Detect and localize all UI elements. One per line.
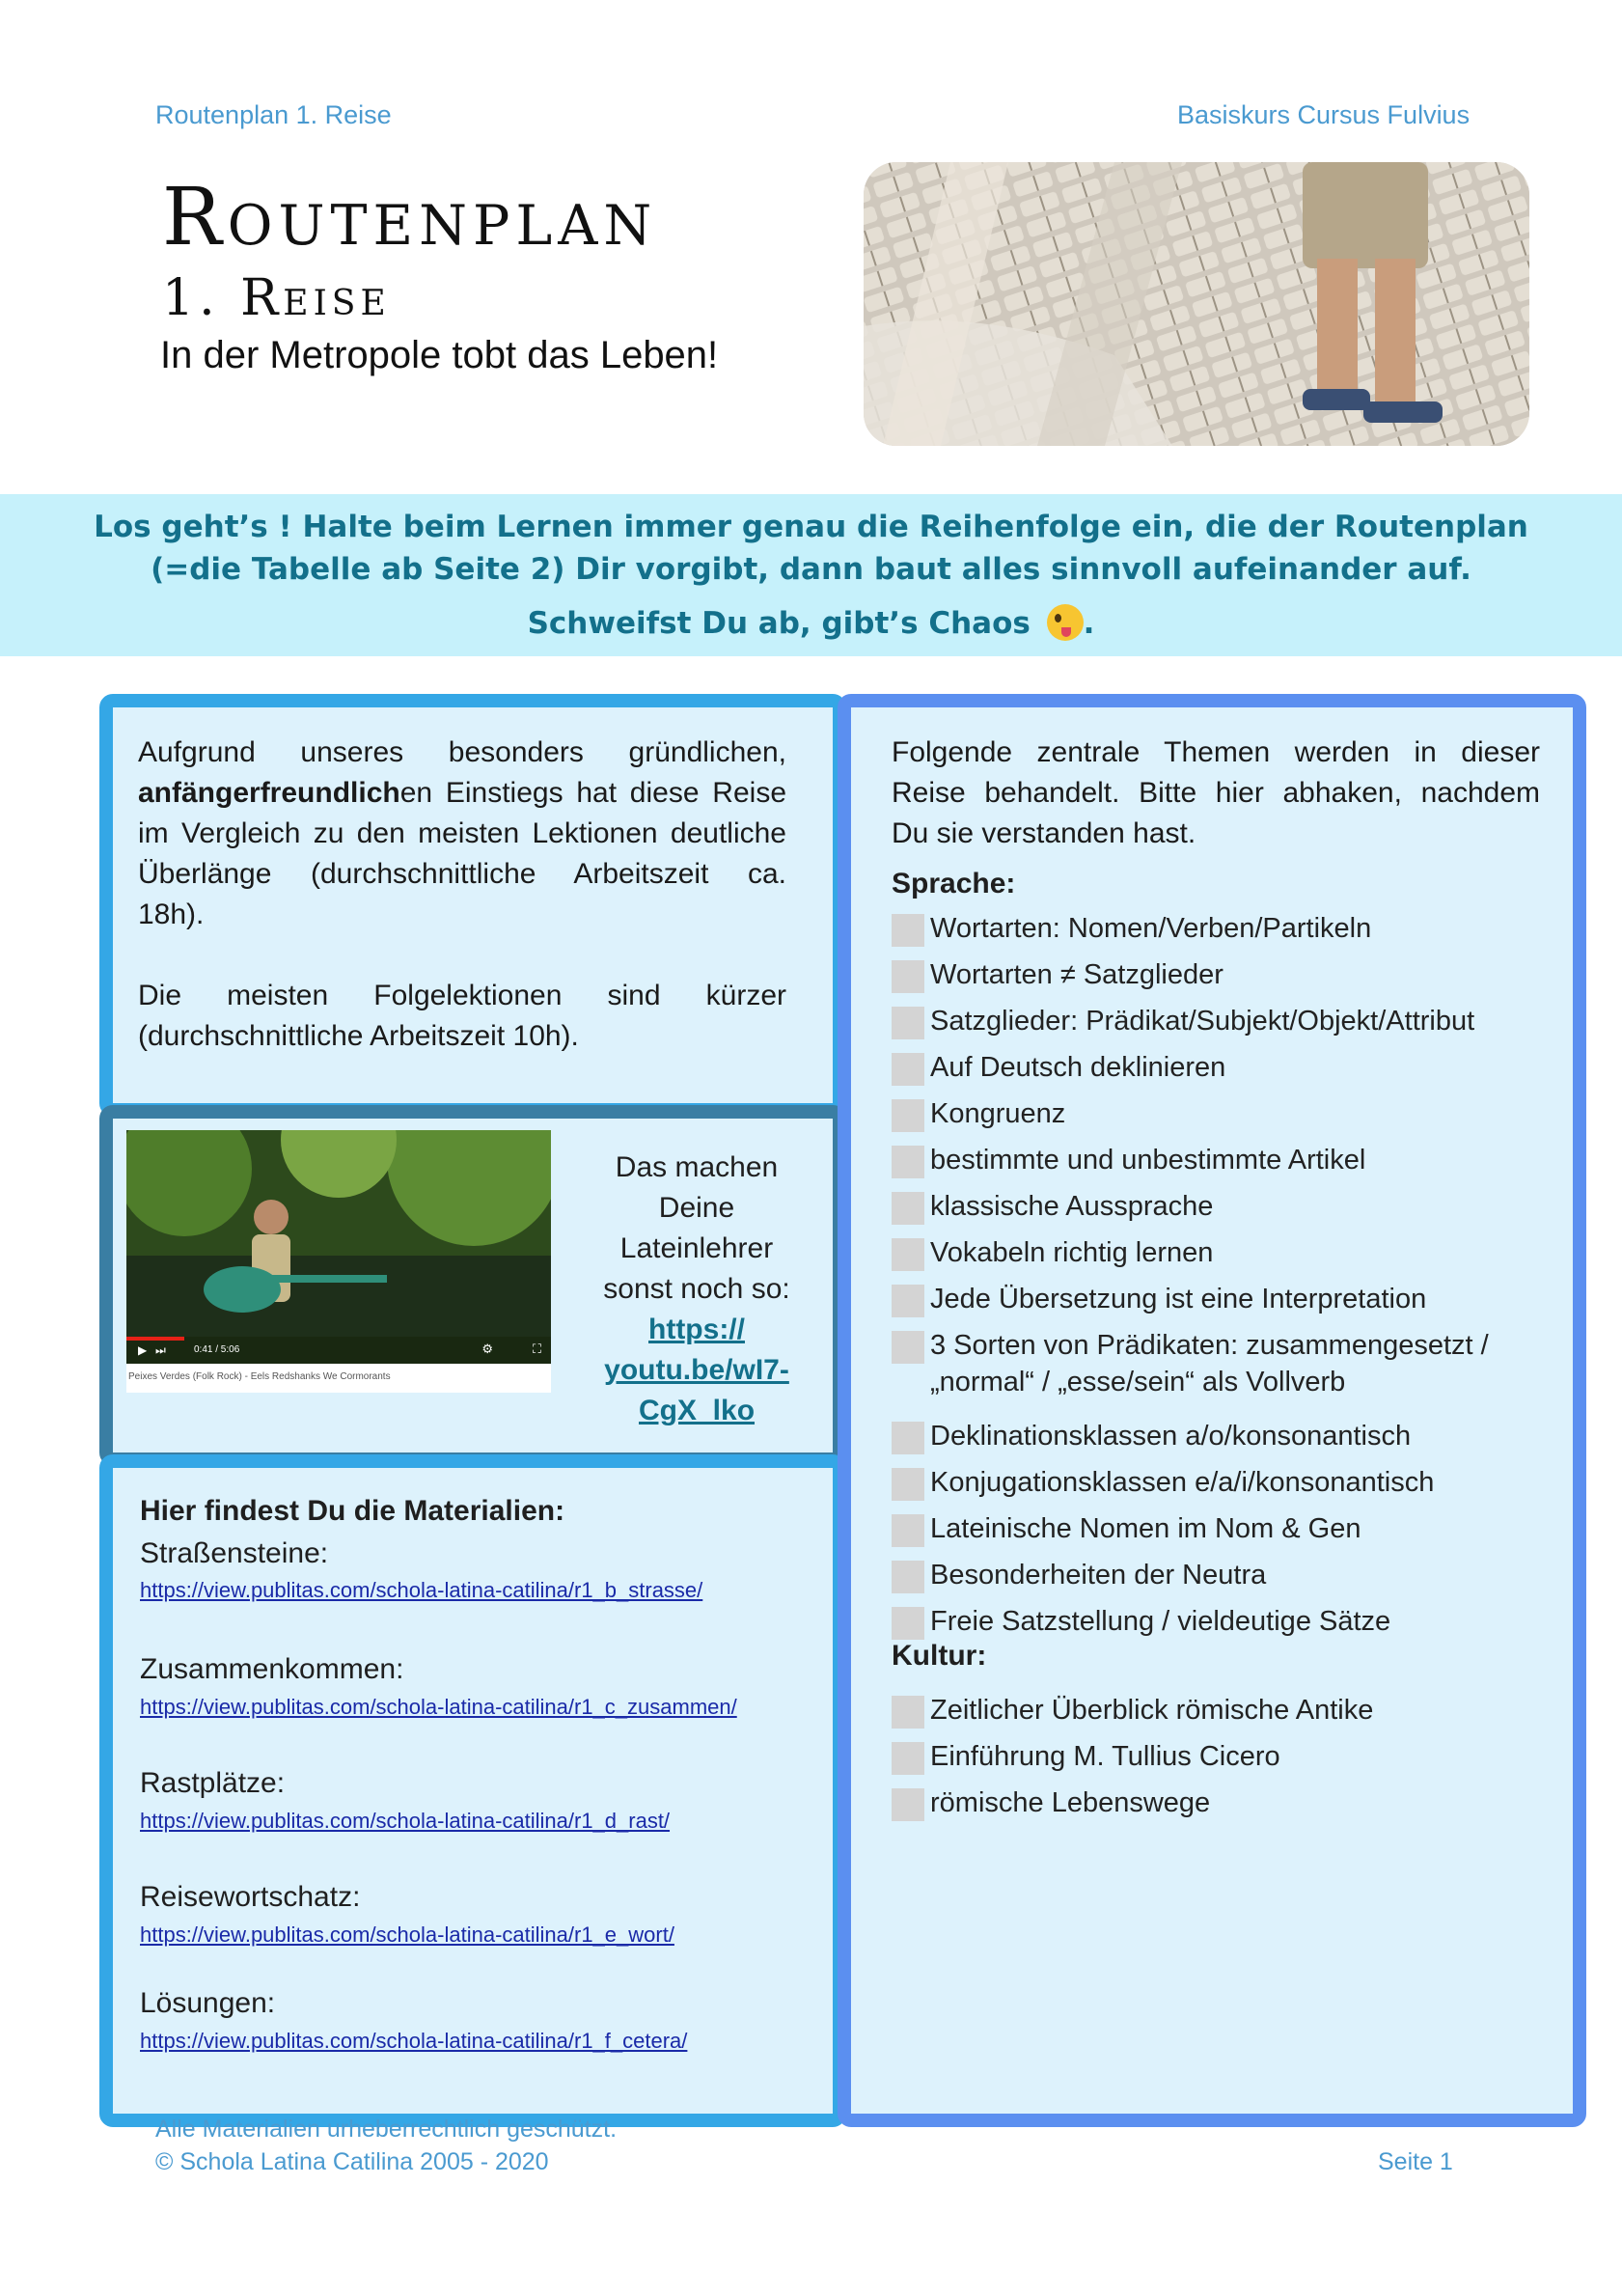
checkbox[interactable] bbox=[892, 1099, 924, 1132]
checkbox[interactable] bbox=[892, 1007, 924, 1039]
checkbox[interactable] bbox=[892, 1742, 924, 1775]
header-right: Basiskurs Cursus Fulvius bbox=[1177, 100, 1471, 129]
intro-line-1: Aufgrund unseres besonders gründlichen, bbox=[138, 736, 786, 768]
footer-copyright-note: Alle Materialien urheberrechtlich geschützt. bbox=[155, 2116, 618, 2143]
banner-line-1: Los geht’s ! Halte beim Lernen immer genau die Reihenfolge ein, die der Routenplan bbox=[94, 510, 1528, 544]
checkbox[interactable] bbox=[892, 1238, 924, 1271]
video-desc-line-3: Lateinlehrer bbox=[619, 1232, 774, 1264]
checkbox[interactable] bbox=[892, 1696, 924, 1729]
video-desc-line-2: Deine bbox=[658, 1192, 735, 1224]
cobblestone-illustration bbox=[864, 162, 1529, 446]
banner-line-3-end: . bbox=[1083, 606, 1095, 641]
video-scene-illustration bbox=[126, 1130, 551, 1337]
video-description bbox=[576, 1148, 817, 1431]
kultur-heading: Kultur: bbox=[892, 1640, 987, 1672]
checkbox[interactable] bbox=[892, 1788, 924, 1821]
material-link-1[interactable]: https://view.publitas.com/schola-latina-catilina/r1_b_strasse/ bbox=[140, 1578, 703, 1602]
checkbox[interactable] bbox=[892, 1331, 924, 1364]
page-tagline: In der Metropole tobt das Leben! bbox=[160, 334, 719, 376]
video-progress[interactable] bbox=[126, 1337, 184, 1341]
material-link-3[interactable]: https://view.publitas.com/schola-latina-catilina/r1_d_rast/ bbox=[140, 1809, 671, 1833]
checkbox[interactable] bbox=[892, 1146, 924, 1178]
material-label-5: Lösungen: bbox=[140, 1987, 276, 2019]
cobblestone-photo bbox=[864, 162, 1529, 446]
video-desc-line-1: Das machen bbox=[615, 1151, 779, 1183]
banner-line-2: (=die Tabelle ab Seite 2) Dir vorgibt, dann baut alles sinnvoll aufeinander auf. bbox=[151, 552, 1471, 587]
video-desc-line-4: sonst noch so: bbox=[603, 1273, 790, 1305]
intro-line-3: im Vergleich zu den meisten Lektionen deutliche bbox=[138, 817, 786, 849]
next-icon[interactable]: ⏭ bbox=[155, 1343, 166, 1357]
video-time: 0:41 / 5:06 bbox=[194, 1344, 240, 1355]
page-subtitle: 1. Reise bbox=[162, 269, 391, 327]
materials-title: Hier findest Du die Materialien: bbox=[140, 1495, 565, 1527]
video-controls[interactable] bbox=[126, 1337, 551, 1364]
material-link-4[interactable]: https://view.publitas.com/schola-latina-catilina/r1_e_wort/ bbox=[140, 1923, 674, 1947]
checkbox[interactable] bbox=[892, 960, 924, 993]
checkbox[interactable] bbox=[892, 1053, 924, 1086]
banner-line-3-text: Schweifst Du ab, gibt’s Chaos bbox=[527, 606, 1031, 641]
checkbox[interactable] bbox=[892, 1561, 924, 1593]
checkbox[interactable] bbox=[892, 1468, 924, 1501]
intro-line-2 bbox=[138, 773, 786, 814]
checkbox[interactable] bbox=[892, 914, 924, 947]
page-number: Seite 1 bbox=[1378, 2148, 1453, 2175]
intro-panel bbox=[99, 694, 846, 1117]
footer-copyright: © Schola Latina Catilina 2005 - 2020 bbox=[155, 2148, 549, 2175]
material-label-4: Reisewortschatz: bbox=[140, 1881, 361, 1913]
play-icon[interactable]: ▶ bbox=[138, 1343, 148, 1357]
topics-intro-1: Folgende zentrale Themen werden in dieser bbox=[892, 736, 1540, 768]
intro-line-5: 18h). bbox=[138, 899, 205, 930]
checkbox[interactable] bbox=[892, 1422, 924, 1454]
header-left: Routenplan 1. Reise bbox=[155, 100, 392, 129]
topics-intro-2: Reise behandelt. Bitte hier abhaken, nachdem bbox=[892, 777, 1540, 809]
material-label-3: Rastplätze: bbox=[140, 1767, 286, 1799]
material-link-5[interactable]: https://view.publitas.com/schola-latina-catilina/r1_f_cetera/ bbox=[140, 2029, 688, 2053]
checkbox[interactable] bbox=[892, 1514, 924, 1547]
video-thumbnail[interactable] bbox=[126, 1130, 551, 1393]
material-label-2: Zusammenkommen: bbox=[140, 1653, 404, 1685]
settings-icon[interactable]: ⚙ bbox=[481, 1342, 493, 1357]
sprache-heading: Sprache: bbox=[892, 868, 1016, 899]
intro-bold-word: anfängerfreundlich bbox=[138, 777, 400, 809]
video-link-line-1[interactable]: https:// bbox=[648, 1314, 745, 1345]
banner-line-3 bbox=[0, 602, 1622, 645]
video-link-line-3[interactable]: CgX_lko bbox=[638, 1395, 756, 1426]
material-label-1: Straßensteine: bbox=[140, 1537, 329, 1569]
material-link-2[interactable]: https://view.publitas.com/schola-latina-catilina/r1_c_zusammen/ bbox=[140, 1695, 737, 1719]
video-link-line-2[interactable]: youtu.be/wI7- bbox=[604, 1354, 789, 1386]
intro-line-4: Überlänge (durchschnittliche Arbeitszeit ca. bbox=[138, 858, 786, 890]
intro-line-2-rest: en Einstiegs hat diese Reise bbox=[399, 777, 786, 809]
checkbox[interactable] bbox=[892, 1285, 924, 1317]
topics-intro-3: Du sie verstanden hast. bbox=[892, 817, 1196, 849]
video-caption: Peixes Verdes (Folk Rock) - Eels Redshanks We Cormorants bbox=[126, 1364, 551, 1393]
checkbox[interactable] bbox=[892, 1192, 924, 1225]
zany-face-icon bbox=[1047, 604, 1084, 641]
topics-panel: Folgende zentrale Themen werden in dieser Reise behandelt. Bitte hier abhaken, nachdem Du sie verstanden hast. Sprache: Wortarten: Nomen/Verben/Partikeln Wortarten ≠ Satzglieder Satzglieder: Prädikat/Subjekt/Objekt/Attribut Auf Deutsch deklinieren Kongruenz bestimmte und unbestimmte Artikel klassische Aussprache Vokabeln richtig lernen Jede Übersetzung ist eine Interpretation 3 Sorten von Prädikaten: zusammengesetzt / „normal“ / „esse/sein“ als Vollverb Deklinationsklassen a/o/konsonantisch Konjugationsklassen e/a/i/konsonantisch Lateinische Nomen im Nom & Gen Besonderheiten der Neutra Freie Satzstellung / vieldeutige Sätze Kultur: Zeitlicher Überblick römische Antike Einführung M. Tullius Cicero römische Lebenswege bbox=[838, 694, 1586, 2127]
checkbox[interactable] bbox=[892, 1607, 924, 1640]
intro-line-6: Die meisten Folgelektionen sind kürzer bbox=[138, 980, 786, 1011]
intro-line-7: (durchschnittliche Arbeitszeit 10h). bbox=[138, 1020, 579, 1052]
materials-panel bbox=[99, 1454, 846, 2127]
fullscreen-icon[interactable]: ⛶ bbox=[532, 1342, 541, 1357]
intro-banner bbox=[0, 494, 1622, 656]
video-panel bbox=[99, 1105, 846, 1466]
page-title: Routenplan bbox=[162, 172, 658, 263]
